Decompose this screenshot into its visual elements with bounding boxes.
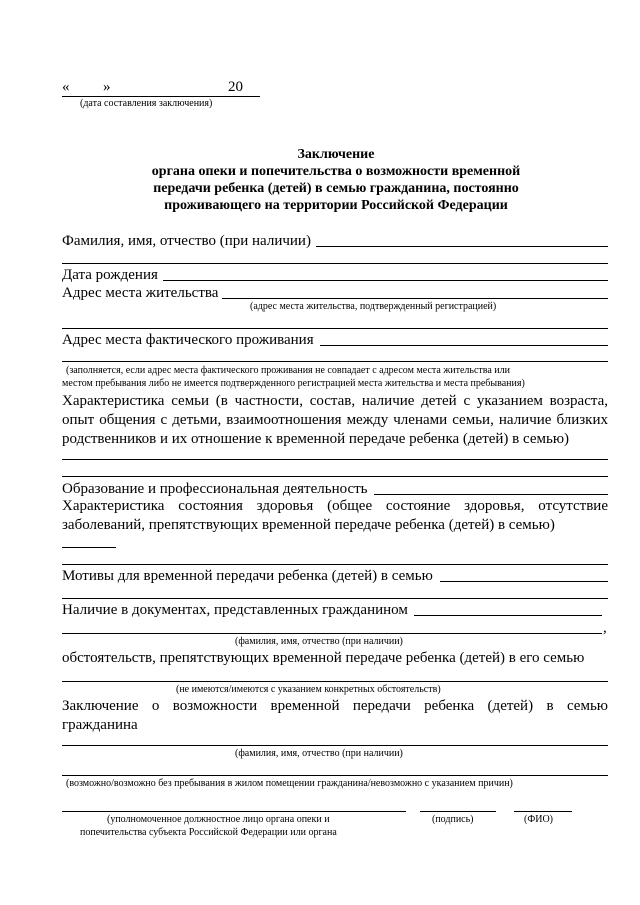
signature-caption: (подпись)	[432, 814, 474, 825]
family-characteristics-label: Характеристика семьи (в частности, состав, наличие детей с указанием возраста, опыт общения с детьми, взаимоотношения между членами семьи, наличие близких родственников и их отношение к временной передаче ребенка (детей) в семью)	[62, 393, 608, 447]
documents-line[interactable]	[414, 615, 602, 616]
title-line-3: передачи ребенка (детей) в семью гражданина, постоянно	[153, 181, 519, 196]
official-caption-2: попечительства субъекта Российской Федерации или органа	[80, 827, 337, 838]
health-label: Характеристика состояния здоровья (общее состояние здоровья, отсутствие заболеваний, препятствующих временной передаче ребенка (детей) в семью)	[62, 498, 608, 533]
conclusion-label: Заключение о возможности временной передачи ребенка (детей) в семью гражданина	[62, 698, 608, 733]
motives-line[interactable]	[440, 581, 608, 582]
comma: ,	[603, 620, 607, 636]
obstacles-caption: (не имеются/имеются с указанием конкретных обстоятельств)	[176, 684, 441, 695]
date-close-quote: »	[103, 79, 111, 95]
residence-address-label: Адрес места жительства	[62, 285, 219, 301]
fio-caption-2: (фамилия, имя, отчество (при наличии)	[235, 748, 403, 759]
possibility-line[interactable]	[62, 775, 608, 776]
obstacles-label: обстоятельств, препятствующих временной передаче ребенка (детей) в его семью	[62, 650, 585, 666]
blank-line[interactable]	[62, 328, 608, 329]
blank-line[interactable]	[62, 459, 608, 460]
date-year-prefix: 20	[228, 79, 243, 95]
blank-line[interactable]	[62, 263, 608, 264]
actual-address-line[interactable]	[320, 345, 608, 346]
conclusion-fio-line[interactable]	[62, 745, 608, 746]
documents-label: Наличие в документах, представленных гражданином	[62, 602, 408, 618]
education-label: Образование и профессиональная деятельность	[62, 481, 368, 497]
official-caption-1: (уполномоченное должностное лицо органа опеки и	[107, 814, 330, 825]
blank-line[interactable]	[62, 598, 608, 599]
residence-address-line[interactable]	[222, 298, 608, 299]
title-line-1: Заключение	[297, 147, 375, 162]
fio-line[interactable]	[514, 811, 572, 812]
date-caption: (дата составления заключения)	[80, 98, 213, 109]
actual-caption-2: местом пребывания либо не имеется подтвержденного регистрацией места жительства и места пребывания)	[62, 378, 525, 389]
obstacles-line[interactable]	[62, 681, 608, 682]
possibility-caption: (возможно/возможно без пребывания в жилом помещении гражданина/невозможно с указанием причин)	[66, 778, 513, 789]
signature-line[interactable]	[420, 811, 496, 812]
fio-caption: (фамилия, имя, отчество (при наличии)	[235, 636, 403, 647]
blank-line[interactable]	[62, 361, 608, 362]
birth-date-label: Дата рождения	[62, 267, 158, 283]
fio-signature-caption: (ФИО)	[524, 814, 554, 825]
education-line[interactable]	[374, 494, 608, 495]
actual-caption-1: (заполняется, если адрес места фактического проживания не совпадает с адресом места жительства или	[66, 365, 510, 376]
full-name-line[interactable]	[316, 246, 608, 247]
residence-caption: (адрес места жительства, подтвержденный регистрацией)	[250, 301, 497, 312]
title-line-4: проживающего на территории Российской Федерации	[164, 198, 508, 213]
motives-label: Мотивы для временной передачи ребенка (детей) в семью	[62, 568, 433, 584]
actual-address-label: Адрес места фактического проживания	[62, 332, 314, 348]
title-line-2: органа опеки и попечительства о возможности временной	[151, 164, 521, 179]
documents-fio-line[interactable]	[62, 633, 602, 634]
full-name-label: Фамилия, имя, отчество (при наличии)	[62, 233, 311, 249]
official-line[interactable]	[62, 811, 406, 812]
blank-line[interactable]	[62, 476, 608, 477]
blank-line[interactable]	[62, 564, 608, 565]
health-line[interactable]	[62, 547, 116, 548]
birth-date-line[interactable]	[163, 280, 608, 281]
date-line	[62, 96, 260, 97]
date-open-quote: «	[62, 79, 70, 95]
